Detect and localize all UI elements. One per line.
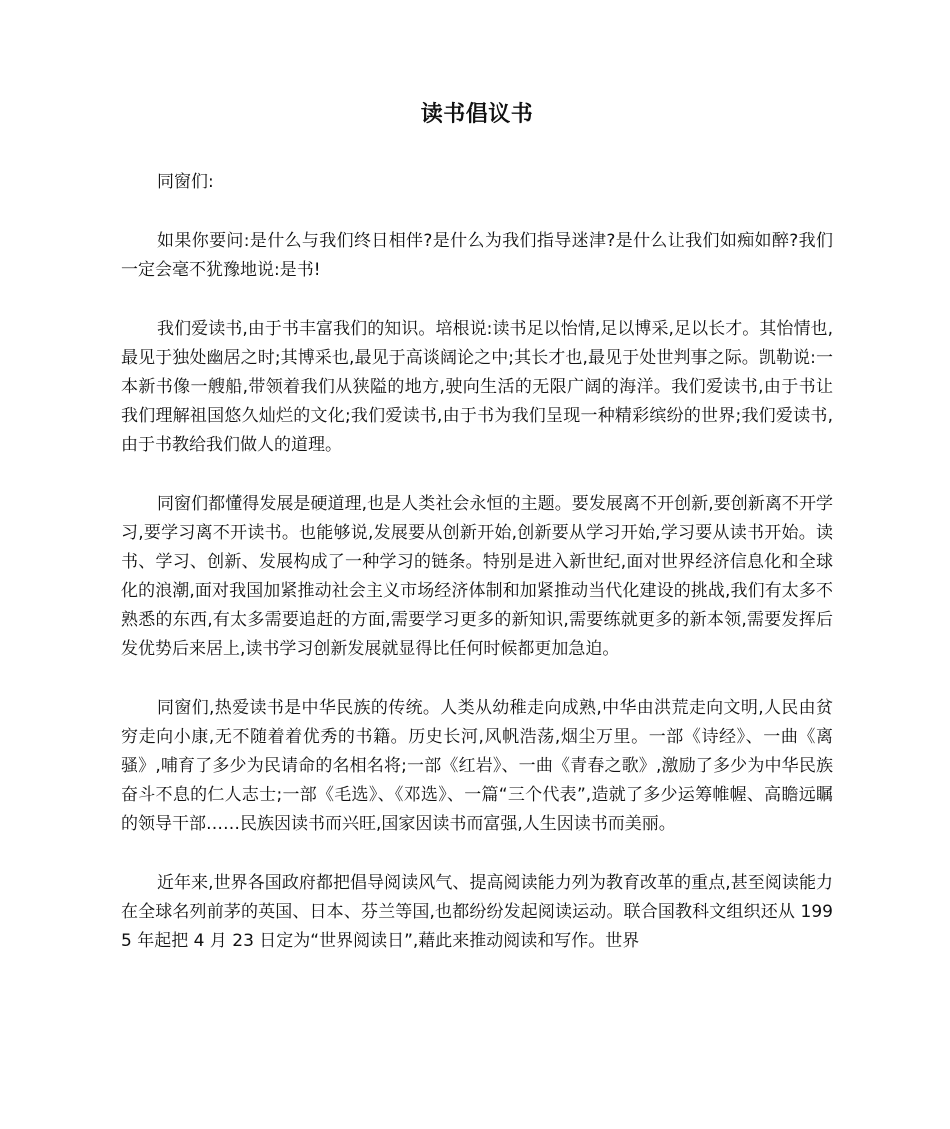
paragraph: 我们爱读书,由于书丰富我们的知识。培根说:读书足以怡情,足以博采,足以长才。其怡情也,最见于独处幽居之时;其博采也,最见于高谈阔论之中;其长才也,最见于处世判事之际。凯勒说:一本新书像一艘船,带领着我们从狭隘的地方,驶向生活的无限广阔的海洋。我们爱读书,由于书让我们理解祖国悠久灿烂的文化;我们爱读书,由于书为我们呈现一种精彩缤纷的世界;我们爱读书,由于书教给我们做人的道理。 [121,319,833,455]
salutation: 同窗们: [157,172,214,192]
paragraph: 同窗们都懂得发展是硬道理,也是人类社会永恒的主题。要发展离不开创新,要创新离不开学习,要学习离不开读书。也能够说,发展要从创新开始,创新要从学习开始,学习要从读书开始。读书、学习、创新、发展构成了一种学习的链条。特别是进入新世纪,面对世界经济信息化和全球化的浪潮,面对我国加紧推动社会主义市场经济体制和加紧推动当代化建设的挑战,我们有太多不熟悉的东西,有太多需要追赶的方面,需要学习更多的新知识,需要练就更多的新本领,需要发挥后发优势后来居上,读书学习创新发展就显得比任何时候都更加急迫。 [121,494,833,659]
paragraph: 近年来,世界各国政府都把倡导阅读风气、提高阅读能力列为教育改革的重点,甚至阅读能力在全球名列前茅的英国、日本、芬兰等国,也都纷纷发起阅读运动。联合国教科文组织还从 1995 年起把 4 月 23 日定为“世界阅读日”,藉此来推动阅读和写作。世界 [121,873,833,951]
document-title: 读书倡议书 [420,102,534,127]
paragraph: 如果你要问:是什么与我们终日相伴?是什么为我们指导迷津?是什么让我们如痴如醉?我们一定会毫不犹豫地说:是书! [121,231,833,280]
document-body [121,168,833,986]
paragraph: 同窗们,热爱读书是中华民族的传统。人类从幼稚走向成熟,中华由洪荒走向文明,人民由贫穷走向小康,无不随着着优秀的书籍。历史长河,风帆浩荡,烟尘万里。一部《诗经》、一曲《离骚》,哺育了多少为民请命的名相名将;一部《红岩》、一曲《青春之歌》,激励了多少为中华民族奋斗不息的仁人志士;一部《毛选》、《邓选》、一篇“三个代表”,造就了多少运筹帷幄、高瞻远瞩的领导干部……民族因读书而兴旺,国家因读书而富强,人生因读书而美丽。 [121,698,833,834]
